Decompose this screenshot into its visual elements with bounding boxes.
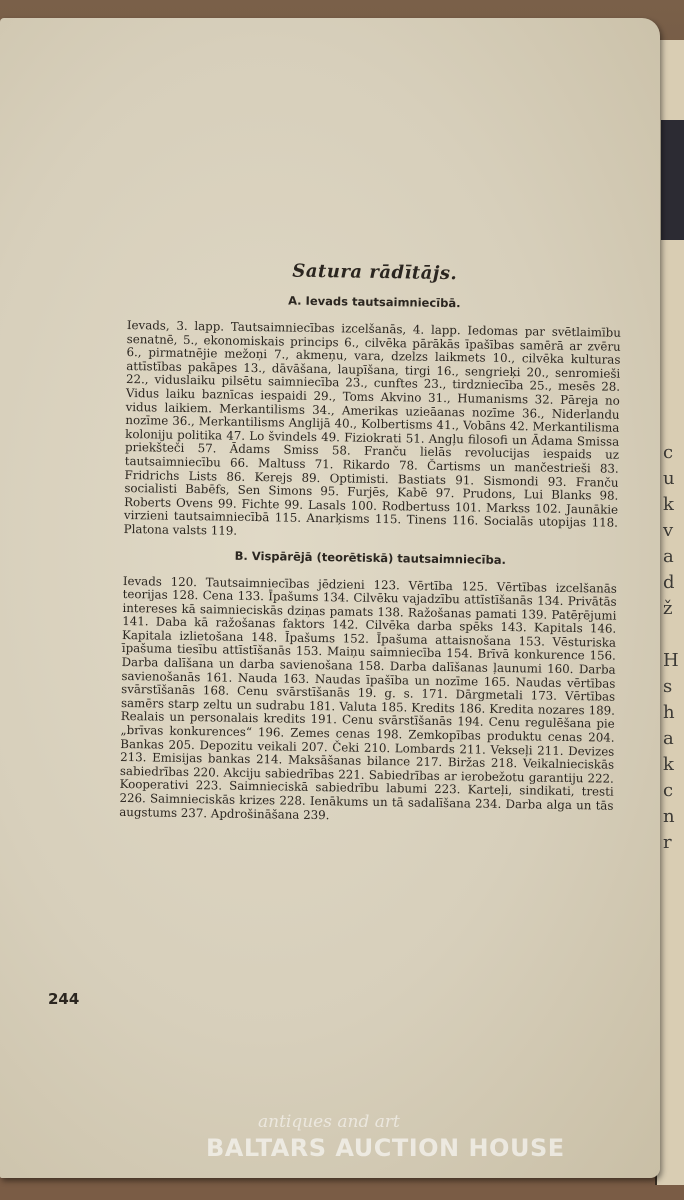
section-b-heading: B. Vispārējā (teorētiskā) tautsaimniecība.	[234, 548, 507, 567]
watermark-logo-text: BALTARS AUCTION HOUSE	[206, 1134, 565, 1162]
watermark-tagline: antiques and art	[258, 1112, 400, 1132]
table-of-contents	[119, 258, 622, 837]
page-number: 244	[48, 990, 80, 1008]
section-b-text: Ievads 120. Tautsaimniecības jēdzieni 123. Vērtība 125. Vērtības izcelšanās teorijas 128. Cena 133. Īpašums 134. Cilvēku vajadzību attīstīšanās 134. Privātās intereses kā saimnieciskās dziņas pamats 138. Ražošanas pamati 139. Patēŗējumi 141. Daba kā ražošanas faktors 142. Cilvēka darba spēks 143. Kapitals 146. Kapitala izlietošana 148. Īpašums 152. Īpašuma attaisnošana 153. Vēsturiska īpašuma tiesību attīstīšanās 153. Maiņu saimniecība 154. Brīvā konkurence 156. Darba dalīšana un darba savienošana 158. Darba dalīšanas ļaunumi 160. Darba savienošanās 161. Nauda 163. Naudas īpašība un nozīme 165. Naudas vērtības svārstīšanās 168. Cenu svārstīšanās 19. g. s. 171. Dārgmetali 173. Vērtības samērs starp zeltu un sudrabu 181. Valuta 185. Kredits 186. Kredita nozares 189. Realais un personalais kredits 191. Cenu svārstīšanās 194. Cenu regulēšana pie „brīvas konkurences“ 196. Zemes cenas 198. Zemkopības produktu cenas 204. Bankas 205. Depozitu veikali 207. Čeki 210. Lombards 211. Vekseļi 211. Devizes 213. Emisijas bankas 214. Maksāšanas bilance 217. Biržas 218. Veikalnieciskās sabiedrības 220. Akciju sabiedrības 221. Sabiedrības ar ierobežotu garantiju 222. Kooperativi 223. Saimnieciskā sabiedrību labumi 223. Karteļi, sindikati, tresti 226. Saimnieciskās krizes 228. Ienākums un tā sadalīšana 234. Darba alga un tās augstums 237. Apdrošināšana 239.	[119, 573, 617, 822]
section-a-text: Ievads, 3. lapp. Tautsaimniecības izcelšanās, 4. lapp. Iedomas par svētlaimību senatnē, 5., ekonomiskais princips 6., cilvēka pārākās īpašības samērā ar zvēru 6., pirmatnējie mežoņi 7., akmeņu, vara, dzelzs laikmets 10., cilvēka kulturas attīstības pakāpes 13., dāvāšana, laupīšana, tirgi 16., sengrieķi 20., senromieši 22., viduslaiku pilsētu saimniecība 23., cunftes 23., tirdzniecība 25., mesēs 28. Vidus laiku baznīcas iespaidi 29., Toms Akvino 31., Humanisms 32. Pāreja no vidus laikiem. Merkantilisms 34., Amerikas uzieāanas nozīme 36., Niderlandu nozīme 36., Merkantilisms Anglijā 40., Kolbertisms 41., Vobāns 42. Merkantilisma koloniju politika 47. Lo švindels 49. Fiziokrati 51. Angļu filosofi un Ādama Smissa priekšteči 57. Ādams Smiss 58. Franču lielās revolucijas iespaids uz tautsaimniecību 66. Maltuss 71. Rikardo 78. Čartisms un mančestrieši 83. Fridrichs Lists 86. Kerejs 89. Optimisti. Bastiats 91. Sismondi 93. Franču socialisti Babēfs, Sen Simons 95. Furjēs, Kabē 97. Prudons, Lui Blanks 98. Roberts Ovens 99. Fichte 99. Lasals 100. Rodbertuss 101. Markss 102. Jaunākie virzieni tautsaimniecībā 115. Anarķisms 115. Tinens 116. Socialās utopijas 118. Platona valsts 119.	[123, 317, 621, 538]
book-cover-strip	[661, 120, 684, 240]
page-title: Satura rādītājs.	[292, 260, 458, 285]
book-edge-text: c u k v a d ž H s h a k c n r	[663, 442, 679, 853]
section-a-heading: A. Ievads tautsaimniecībā.	[288, 293, 461, 311]
